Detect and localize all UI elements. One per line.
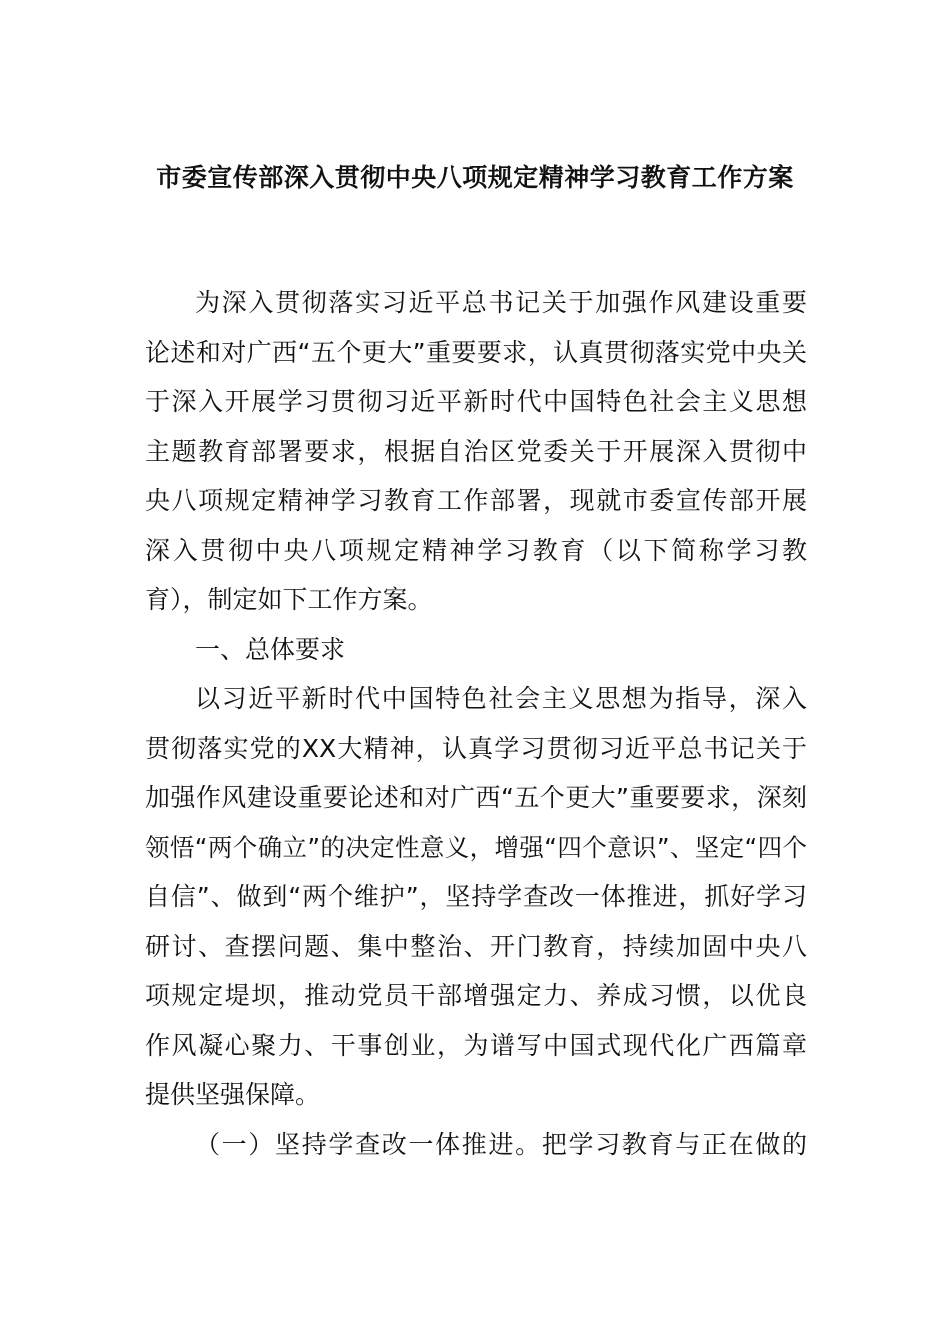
paragraph-line: 贯彻落实党的XX大精神，认真学习贯彻习近平总书记关于 xyxy=(145,733,807,763)
section-heading: 一、总体要求 xyxy=(195,634,346,664)
paragraph-line: 提供坚强保障。 xyxy=(145,1080,321,1109)
paragraph-line: 加强作风建设重要论述和对广西“五个更大”重要要求，深刻 xyxy=(145,783,807,812)
paragraph-line: 作风凝心聚力、干事创业，为谱写中国式现代化广西篇章 xyxy=(145,1030,807,1060)
paragraph-line: 主题教育部署要求，根据自治区党委关于开展深入贯彻中 xyxy=(145,436,807,466)
paragraph-line: 深入贯彻中央八项规定精神学习教育（以下简称学习教 xyxy=(145,535,807,565)
subsection-line: （一）坚持学查改一体推进。把学习教育与正在做的 xyxy=(195,1129,807,1159)
paragraph-line: 育），制定如下工作方案。 xyxy=(145,585,433,614)
document-title: 市委宣传部深入贯彻中央八项规定精神学习教育工作方案 xyxy=(156,163,794,192)
paragraph-line: 为深入贯彻落实习近平总书记关于加强作风建设重要 xyxy=(195,288,807,317)
paragraph-line: 论述和对广西“五个更大”重要要求，认真贯彻落实党中央关 xyxy=(145,337,807,367)
paragraph-line: 项规定堤坝，推动党员干部增强定力、养成习惯，以优良 xyxy=(145,981,807,1010)
paragraph-line: 于深入开展学习贯彻习近平新时代中国特色社会主义思想 xyxy=(145,387,807,416)
paragraph-line: 自信”、做到“两个维护”，坚持学查改一体推进，抓好学习 xyxy=(145,882,807,911)
document-body xyxy=(145,278,807,1169)
paragraph-line: 研讨、查摆问题、集中整治、开门教育，持续加固中央八 xyxy=(145,931,807,961)
paragraph-line: 以习近平新时代中国特色社会主义思想为指导，深入 xyxy=(195,684,807,713)
paragraph-line: 领悟“两个确立”的决定性意义，增强“四个意识”、坚定“四个 xyxy=(145,832,807,862)
paragraph-line: 央八项规定精神学习教育工作部署，现就市委宣传部开展 xyxy=(145,486,807,515)
